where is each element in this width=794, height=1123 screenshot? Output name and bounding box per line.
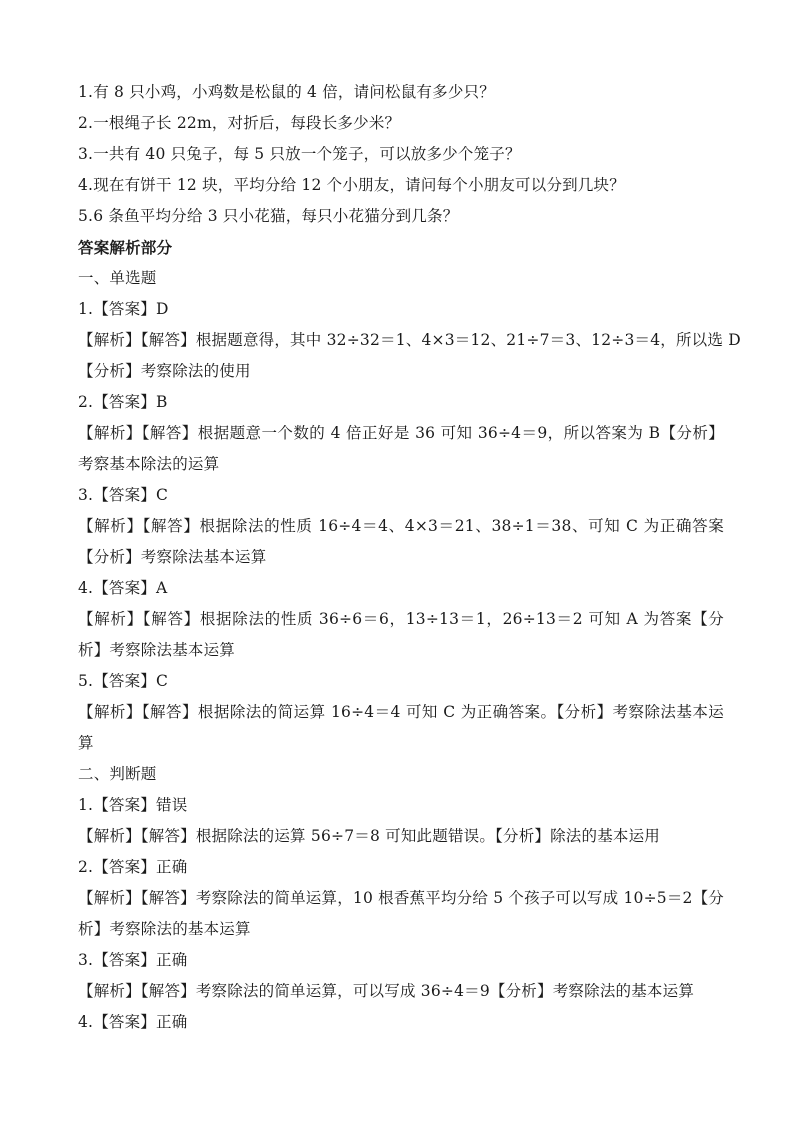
document-page — [78, 77, 741, 1038]
tf-analysis-2: 【解析】【解答】考察除法的简单运算，10 根香蕉平均分给 5 个孩子可以写成 10÷5＝2【分析】考察除法的基本运算 — [78, 889, 724, 938]
tf-answer-4: 4.【答案】正确 — [78, 1013, 188, 1031]
sc-answer-5: 5.【答案】C — [78, 672, 169, 690]
answer-section-title: 答案解析部分 — [78, 238, 173, 257]
sc-answer-2: 2.【答案】B — [78, 393, 168, 411]
question-4: 4.现在有饼干 12 块，平均分给 12 个小朋友，请问每个小朋友可以分到几块？ — [78, 176, 625, 194]
sc-answer-1: 1.【答案】D — [78, 300, 169, 318]
sc-note-1: 【分析】考察除法的使用 — [78, 362, 251, 380]
tf-answer-3: 3.【答案】正确 — [78, 951, 188, 969]
tf-analysis-1: 【解析】【解答】根据除法的运算 56÷7＝8 可知此题错误。【分析】除法的基本运用 — [78, 827, 660, 845]
tf-answer-2: 2.【答案】正确 — [78, 858, 188, 876]
sc-analysis-5: 【解析】【解答】根据除法的简运算 16÷4＝4 可知 C 为正确答案。【分析】考察除法基本运算 — [78, 703, 724, 752]
tf-answer-1: 1.【答案】错误 — [78, 796, 188, 814]
section-heading-single-choice: 一、单选题 — [78, 269, 157, 287]
sc-analysis-1: 【解析】【解答】根据题意得，其中 32÷32＝1、4×3＝12、21÷7＝3、12÷3＝4，所以选 D — [78, 331, 741, 349]
question-2: 2.一根绳子长 22m，对折后，每段长多少米？ — [78, 114, 401, 132]
sc-analysis-3: 【解析】【解答】根据除法的性质 16÷4＝4、4×3＝21、38÷1＝38、可知 C 为正确答案【分析】考察除法基本运算 — [78, 517, 724, 566]
question-3: 3.一共有 40 只兔子，每 5 只放一个笼子，可以放多少个笼子？ — [78, 145, 521, 163]
sc-answer-3: 3.【答案】C — [78, 486, 169, 504]
sc-analysis-2: 【解析】【解答】根据题意一个数的 4 倍正好是 36 可知 36÷4＝9，所以答案为 B【分析】考察基本除法的运算 — [78, 424, 724, 473]
question-1: 1.有 8 只小鸡，小鸡数是松鼠的 4 倍，请问松鼠有多少只？ — [78, 83, 495, 101]
section-heading-true-false: 二、判断题 — [78, 765, 157, 783]
sc-answer-4: 4.【答案】A — [78, 579, 168, 597]
sc-analysis-4: 【解析】【解答】根据除法的性质 36÷6＝6，13÷13＝1，26÷13＝2 可知 A 为答案【分析】考察除法基本运算 — [78, 610, 724, 659]
tf-analysis-3: 【解析】【解答】考察除法的简单运算，可以写成 36÷4＝9【分析】考察除法的基本运算 — [78, 982, 695, 1000]
question-5: 5.6 条鱼平均分给 3 只小花猫，每只小花猫分到几条？ — [78, 207, 459, 225]
